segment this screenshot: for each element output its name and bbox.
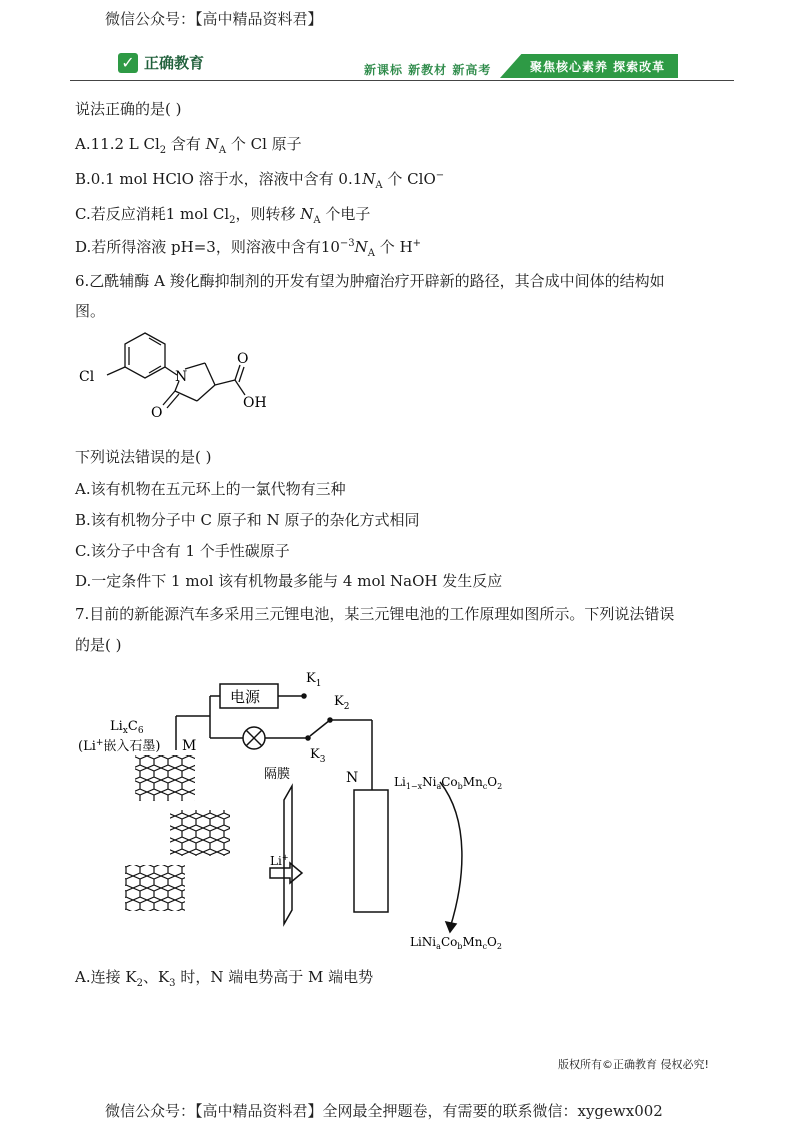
q6-question: 下列说法错误的是( ) [75, 448, 212, 466]
q5-option-c: C.若反应消耗1 mol $Cl_2$，则转移 $N_A$ 个电子 [75, 205, 371, 226]
q6-stem-line1: 6.乙酰辅酶 A 羧化酶抑制剂的开发有望为肿瘤治疗开辟新的路径，其合成中间体的结构如 [75, 272, 665, 290]
separator-label: 隔膜 [264, 767, 291, 782]
n-label: N [346, 770, 359, 786]
q6-structure-diagram [75, 325, 275, 425]
copyright-notice: 版权所有©正确教育 侵权必究! [558, 1058, 709, 1071]
k2-label: $K_2$ [334, 694, 350, 712]
n-label: N [175, 369, 188, 385]
brand-logo [118, 52, 204, 73]
footer-wechat-banner: 微信公众号：【高中精品资料君】全网最全押题卷，有需要的联系微信：xygewx002 [105, 1102, 663, 1120]
q6-option-c: C.该分子中含有 1 个手性碳原子 [75, 542, 290, 560]
logo-text: 正确教育 [144, 54, 205, 72]
reaction-arrow [440, 782, 462, 928]
graphite-label: (Li+嵌入石墨) [78, 738, 161, 754]
q7-option-a: A.连接 $K_2$、$K_3$ 时，N 端电势高于 M 端电势 [75, 968, 374, 989]
q5-option-b: B.0.1 mol HClO 溶于水，溶液中含有 $0.1N_A$ 个 ClO− [75, 170, 445, 191]
battery-diagram [70, 660, 530, 960]
q7-stem-line1: 7.目前的新能源汽车多采用三元锂电池，某三元锂电池的工作原理如图所示。下列说法错误 [75, 605, 675, 623]
q5-option-a: A.11.2 L $Cl_2$ 含有 $N_A$ 个 Cl 原子 [75, 135, 302, 156]
q6-option-d: D.一定条件下 1 mol 该有机物最多能与 4 mol NaOH 发生反应 [75, 572, 503, 590]
q6-option-a: A.该有机物在五元环上的一氯代物有三种 [75, 480, 346, 498]
o-label-ring: O [151, 405, 163, 421]
slogan-left: 新课标 新教材 新高考 [364, 63, 492, 77]
q5-stem: 说法正确的是( ) [75, 100, 182, 118]
power-label: 电源 [230, 688, 261, 706]
n-electrode [354, 790, 388, 912]
lixc6-label: $Li_xC_6$ [110, 719, 144, 736]
oh-label: OH [243, 395, 267, 411]
li-ion-label: Li+ [270, 853, 289, 868]
cl-label: Cl [79, 369, 95, 385]
graphite-sheet-1 [135, 755, 195, 801]
cathode-formula-bottom: $LiNi_aCo_bMn_cO_2$ [410, 935, 502, 951]
slogan-right: 聚焦核心素养 探索改革 [530, 60, 666, 74]
q5-option-d: D.若所得溶液 pH=3，则溶液中含有$10^{-3}N_A$ 个 H+ [75, 238, 422, 259]
q6-stem-line2: 图。 [75, 302, 106, 320]
k1-label: $K_1$ [306, 671, 322, 689]
cathode-formula-top: $Li_{1-x}Ni_aCo_bMn_cO_2$ [394, 775, 503, 791]
q6-option-b: B.该有机物分子中 C 原子和 N 原子的杂化方式相同 [75, 511, 420, 529]
benzene-ring [125, 333, 165, 378]
graphite-sheet-2 [170, 810, 230, 856]
o-label-carboxyl: O [237, 351, 249, 367]
m-label: M [182, 738, 197, 754]
top-wechat-banner: 微信公众号：【高中精品资料君】 [105, 10, 323, 28]
graphite-sheet-3 [125, 865, 185, 911]
q7-stem-line2: 的是( ) [75, 636, 122, 654]
k3-label: $K_3$ [310, 747, 326, 765]
header-divider [70, 80, 734, 81]
check-icon: ✓ [118, 53, 138, 73]
